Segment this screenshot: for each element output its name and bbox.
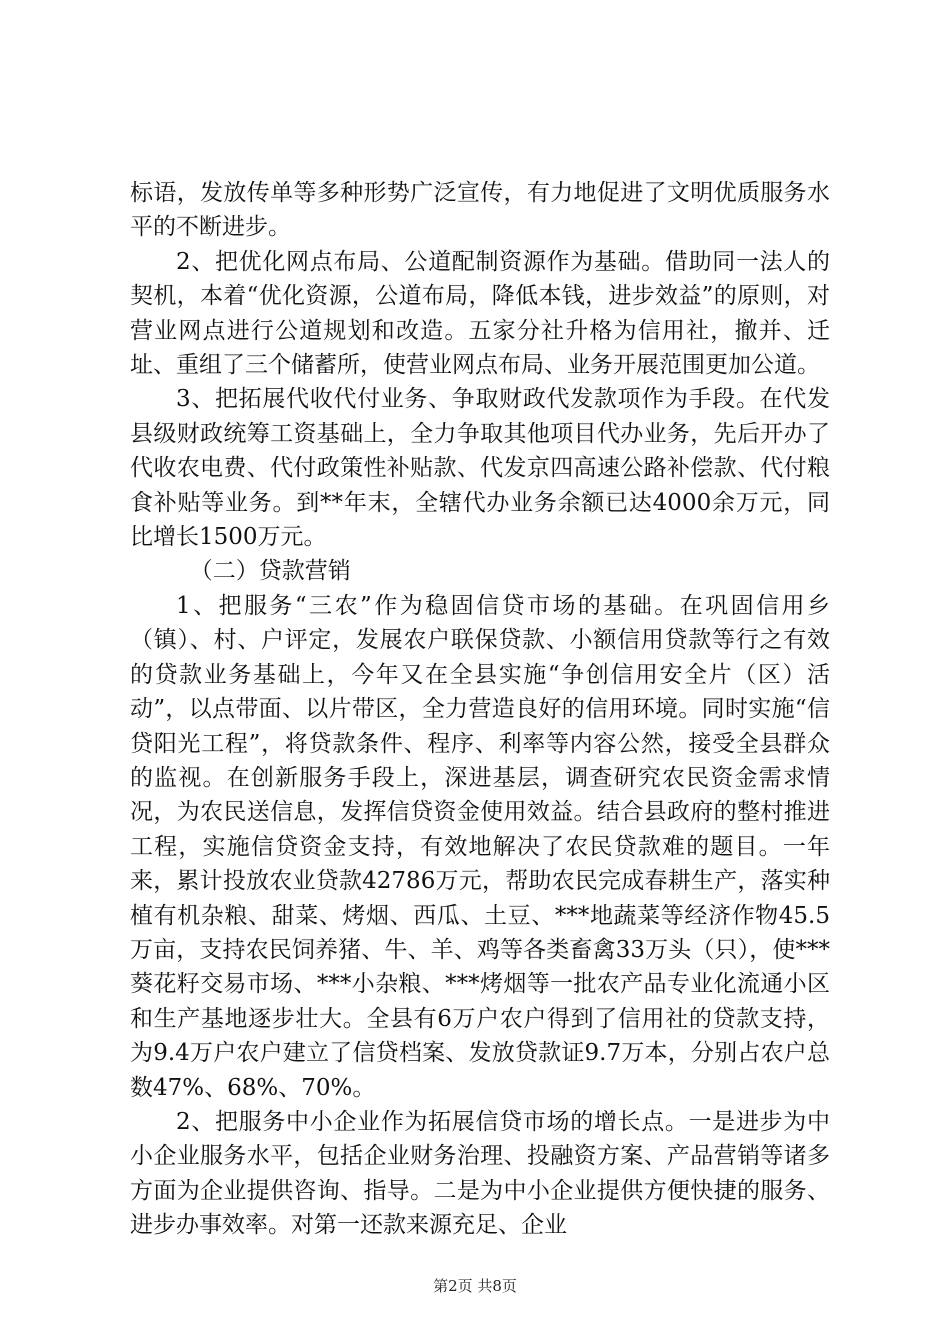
- paragraph-continuation: 标语，发放传单等多种形势广泛宣传，有力地促进了文明优质服务水平的不断进步。: [130, 180, 830, 241]
- paragraph-item-3: 3、把拓展代收代付业务、争取财政代发款项作为手段。在代发县级财政统筹工资基础上，全力争取其他项目代办业务，先后开办了代收农电费、代付政策性补贴款、代发京四高速公路补偿款、代付粮食补贴等业务。到**年末，全辖代办业务余额已达4000余万元，同比增长1500万元。: [130, 386, 830, 551]
- paragraph-loan-item-1: 1、把服务“三农”作为稳固信贷市场的基础。在巩固信用乡（镇）、村、户评定，发展农户联保贷款、小额信用贷款等行之有效的贷款业务基础上，今年又在全县实施“争创信用安全片（区）活动”，以点带面、以片带区，全力营造良好的信用环境。同时实施“信贷阳光工程”，将贷款条件、程序、利率等内容公然，接受全县群众的监视。在创新服务手段上，深进基层，调查研究农民资金需求情况，为农民送信息，发挥信贷资金使用效益。结合县政府的整村推进工程，实施信贷资金支持，有效地解决了农民贷款难的题目。一年来，累计投放农业贷款42786万元，帮助农民完成春耕生产，落实种植有机杂粮、甜菜、烤烟、西瓜、土豆、***地蔬菜等经济作物45.5万亩，支持农民饲养猪、牛、羊、鸡等各类畜禽33万头（只），使***葵花籽交易市场、***小杂粮、***烤烟等一批农产品专业化流通小区和生产基地逐步壮大。全县有6万户农户得到了信用社的贷款支持，为9.4万户农户建立了信贷档案、发放贷款证9.7万本，分别占农户总数47%、68%、70%。: [130, 592, 830, 1101]
- page-number-footer: 第2页 共8页: [433, 1277, 517, 1295]
- paragraph-item-2: 2、把优化网点布局、公道配制资源作为基础。借助同一法人的契机，本着“优化资源，公道布局，降低本钱，进步效益”的原则，对营业网点进行公道规划和改造。五家分社升格为信用社，撤并、迁址、重组了三个储蓄所，使营业网点布局、业务开展范围更加公道。: [130, 248, 830, 379]
- paragraph-loan-item-2: 2、把服务中小企业作为拓展信贷市场的增长点。一是进步为中小企业服务水平，包括企业财务治理、投融资方案、产品营销等诸多方面为企业提供咨询、指导。二是为中小企业提供方便快捷的服务、进步办事效率。对第一还款来源充足、企业: [130, 1108, 830, 1239]
- section-heading-loan-marketing: （二）贷款营销: [189, 558, 351, 585]
- document-body: [130, 176, 830, 1243]
